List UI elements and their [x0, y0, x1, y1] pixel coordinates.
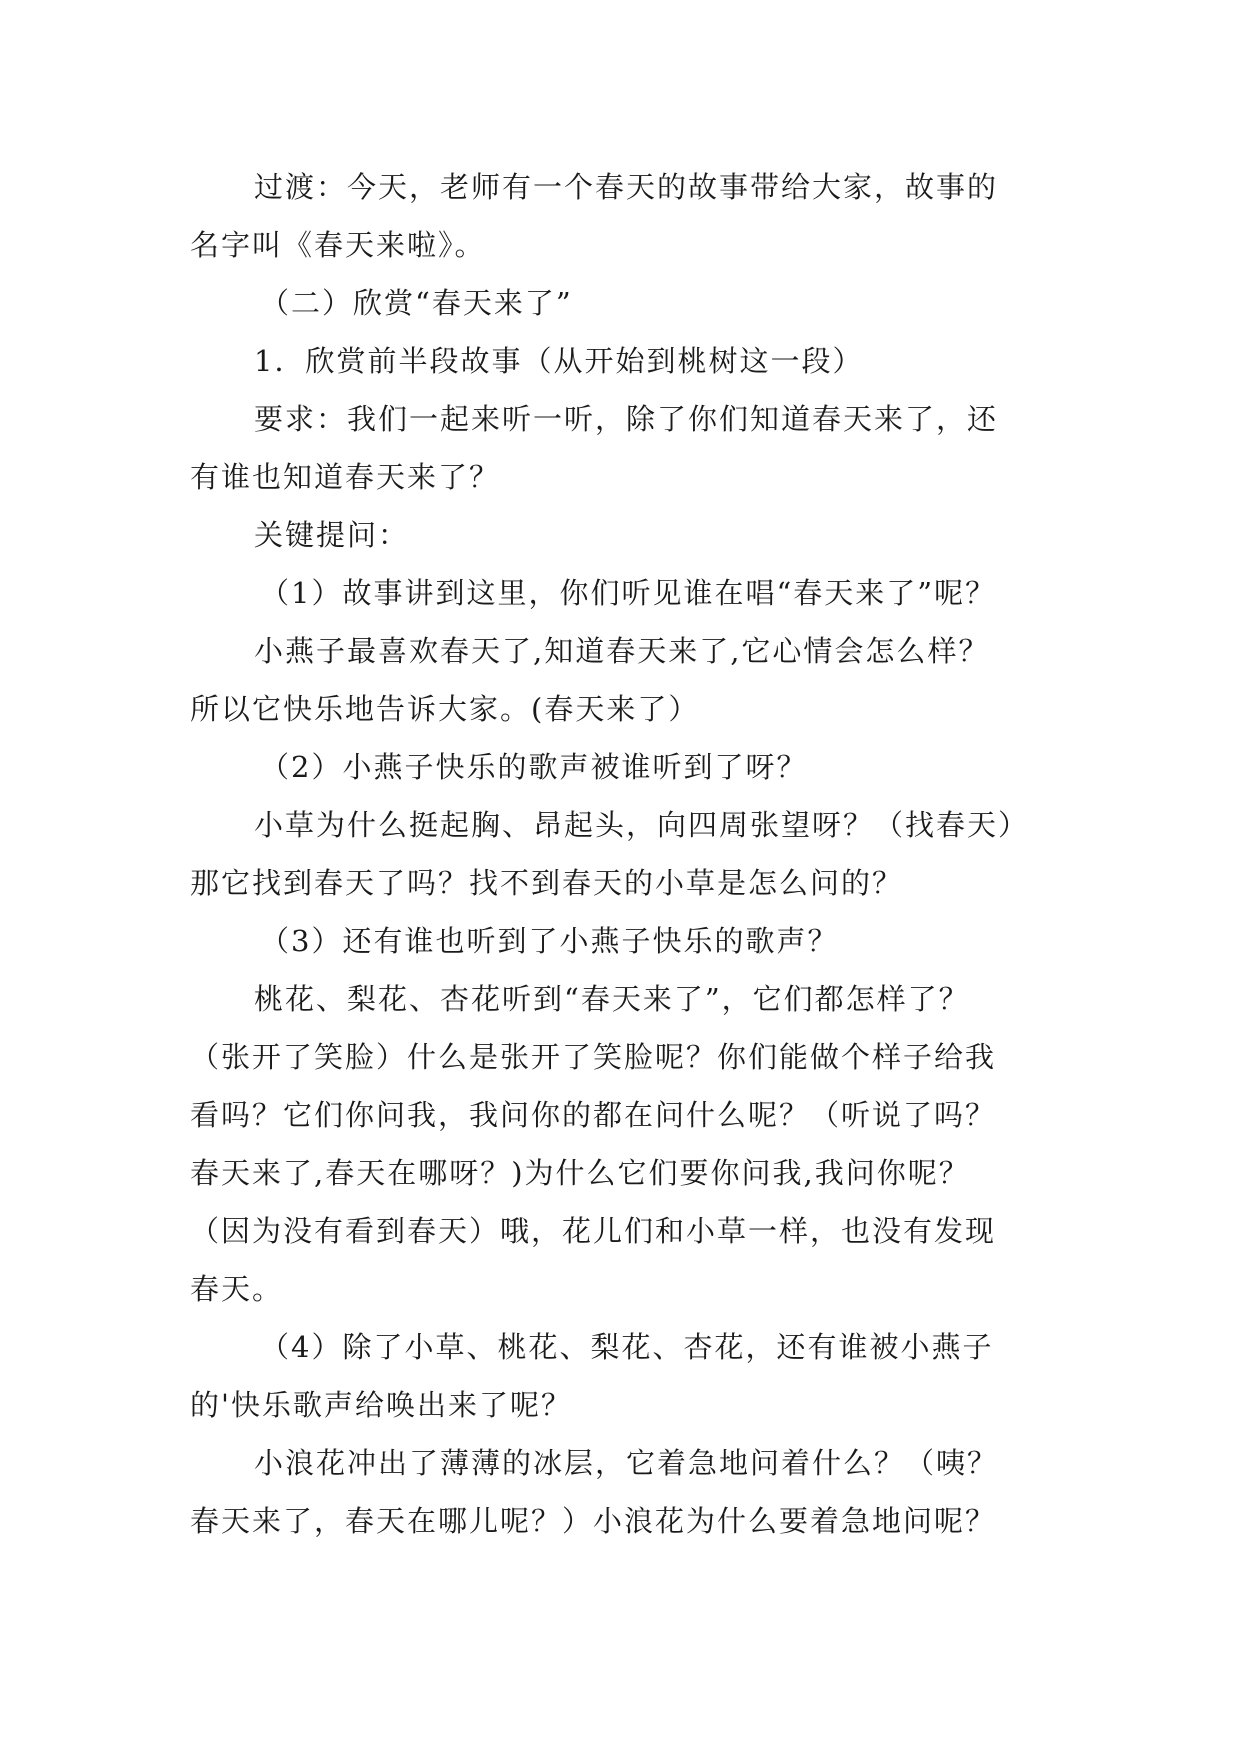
- text-line: 小燕子最喜欢春天了,知道春天来了,它心情会怎么样？: [254, 634, 990, 668]
- document-body: [190, 158, 1070, 1550]
- text-line: 桃花、梨花、杏花听到“春天来了”，它们都怎样了？: [254, 982, 970, 1016]
- section-heading: （二）欣赏“春天来了”: [260, 286, 573, 320]
- text-line: 小草为什么挺起胸、昂起头，向四周张望呀？（找春天）: [254, 808, 1030, 842]
- text-line: 关键提问：: [254, 518, 410, 552]
- subsection-heading: 1．欣赏前半段故事（从开始到桃树这一段）: [254, 344, 864, 378]
- text-line: （因为没有看到春天）哦，花儿们和小草一样，也没有发现: [190, 1214, 997, 1248]
- text-line: （张开了笑脸）什么是张开了笑脸呢？你们能做个样子给我: [190, 1040, 997, 1074]
- text-line: 过渡：今天，老师有一个春天的故事带给大家，故事的: [254, 170, 999, 204]
- question-line: （4）除了小草、桃花、梨花、杏花，还有谁被小燕子: [260, 1330, 994, 1364]
- text-line: 的'快乐歌声给唤出来了呢？: [190, 1388, 572, 1422]
- question-line: （1）故事讲到这里，你们听见谁在唱“春天来了”呢？: [260, 576, 997, 610]
- question-line: （2）小燕子快乐的歌声被谁听到了呀？: [260, 750, 808, 784]
- text-line: 有谁也知道春天来了？: [190, 460, 501, 494]
- text-line: 名字叫《春天来啦》。: [190, 228, 486, 262]
- question-line: （3）还有谁也听到了小燕子快乐的歌声？: [260, 924, 839, 958]
- text-line: 要求：我们一起来听一听，除了你们知道春天来了，还: [254, 402, 999, 436]
- text-line: 所以它快乐地告诉大家。(春天来了）: [190, 692, 700, 726]
- text-line: 那它找到春天了吗？找不到春天的小草是怎么问的？: [190, 866, 904, 900]
- text-line: 春天来了,春天在哪呀？)为什么它们要你问我,我问你呢？: [190, 1156, 970, 1190]
- text-line: 春天来了，春天在哪儿呢？）小浪花为什么要着急地问呢？: [190, 1504, 997, 1538]
- text-line: 春天。: [190, 1272, 284, 1306]
- text-line: 小浪花冲出了薄薄的冰层，它着急地问着什么？（咦？: [254, 1446, 999, 1480]
- text-line: 看吗？它们你问我，我问你的都在问什么呢？（听说了吗？: [190, 1098, 997, 1132]
